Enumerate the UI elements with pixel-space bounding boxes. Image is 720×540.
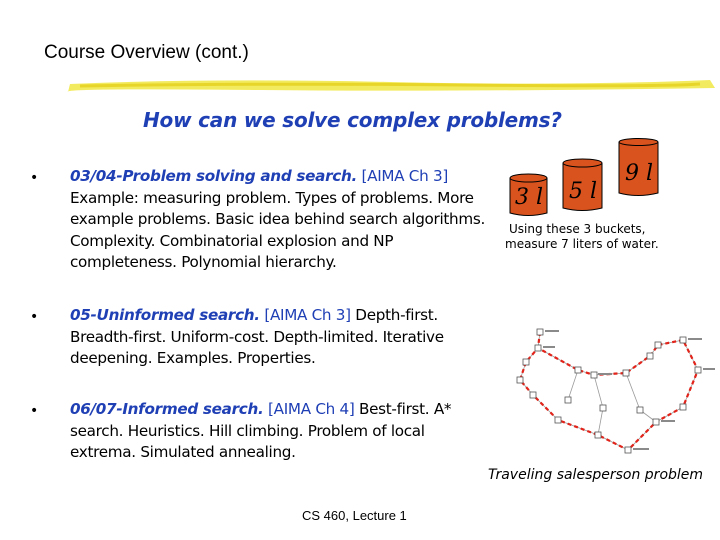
- bucket-label: 9 l: [625, 161, 654, 186]
- map-edges: [520, 332, 698, 450]
- bullet-body: Best-first. A* search. Heuristics. Hill climbing. Problem of local extrema. Simulated annealing.: [70, 400, 452, 461]
- bullet-marker: •: [30, 170, 39, 186]
- bucket-9l: [619, 139, 658, 196]
- bucket-rim: [510, 174, 547, 182]
- slide-title: Course Overview (cont.): [44, 42, 249, 63]
- bullet-body: Depth-first. Breadth-first. Uniform-cost. Depth-limited. Iterative deepening. Examples. Properties.: [70, 306, 444, 367]
- tsp-route: [520, 332, 698, 450]
- bullet-heading: 03/04-Problem solving and search.: [70, 167, 357, 185]
- bullet-item-informed-search: [70, 399, 490, 464]
- tsp-caption: Traveling salesperson problem: [488, 467, 704, 483]
- slide-footer: CS 460, Lecture 1: [302, 508, 407, 523]
- bucket-rim: [619, 139, 658, 146]
- bucket-label: 5 l: [569, 179, 598, 204]
- buckets-caption-line: measure 7 liters of water.: [505, 237, 659, 251]
- bullet-marker: •: [30, 403, 39, 419]
- buckets-caption: [505, 222, 715, 252]
- title-underline-decoration: [60, 74, 720, 96]
- bullet-reference: [AIMA Ch 3]: [361, 167, 448, 185]
- bullet-reference: [AIMA Ch 3]: [264, 306, 351, 324]
- bullet-body: Example: measuring problem. Types of problems. More example problems. Basic idea behind search algorithms. Complexity. Combinatorial explosion and NP completeness. Polynomial hierarchy.: [70, 188, 486, 271]
- tsp-map-illustration: [498, 300, 718, 460]
- bullet-item-problem-solving: [70, 166, 490, 274]
- bullet-reference: [AIMA Ch 4]: [268, 400, 355, 418]
- bullet-marker: •: [30, 309, 39, 325]
- bullet-heading: 05-Uninformed search.: [70, 306, 260, 324]
- slide-question: How can we solve complex problems?: [143, 108, 562, 132]
- bullet-heading: 06/07-Informed search.: [70, 400, 264, 418]
- bucket-5l: [563, 159, 602, 211]
- bullet-item-uninformed-search: [70, 305, 490, 370]
- bucket-rim: [563, 159, 602, 167]
- buckets-caption-line: Using these 3 buckets,: [509, 222, 646, 236]
- bucket-label: 3 l: [515, 185, 544, 210]
- bucket-3l: [510, 174, 547, 216]
- buckets-illustration: [505, 138, 675, 218]
